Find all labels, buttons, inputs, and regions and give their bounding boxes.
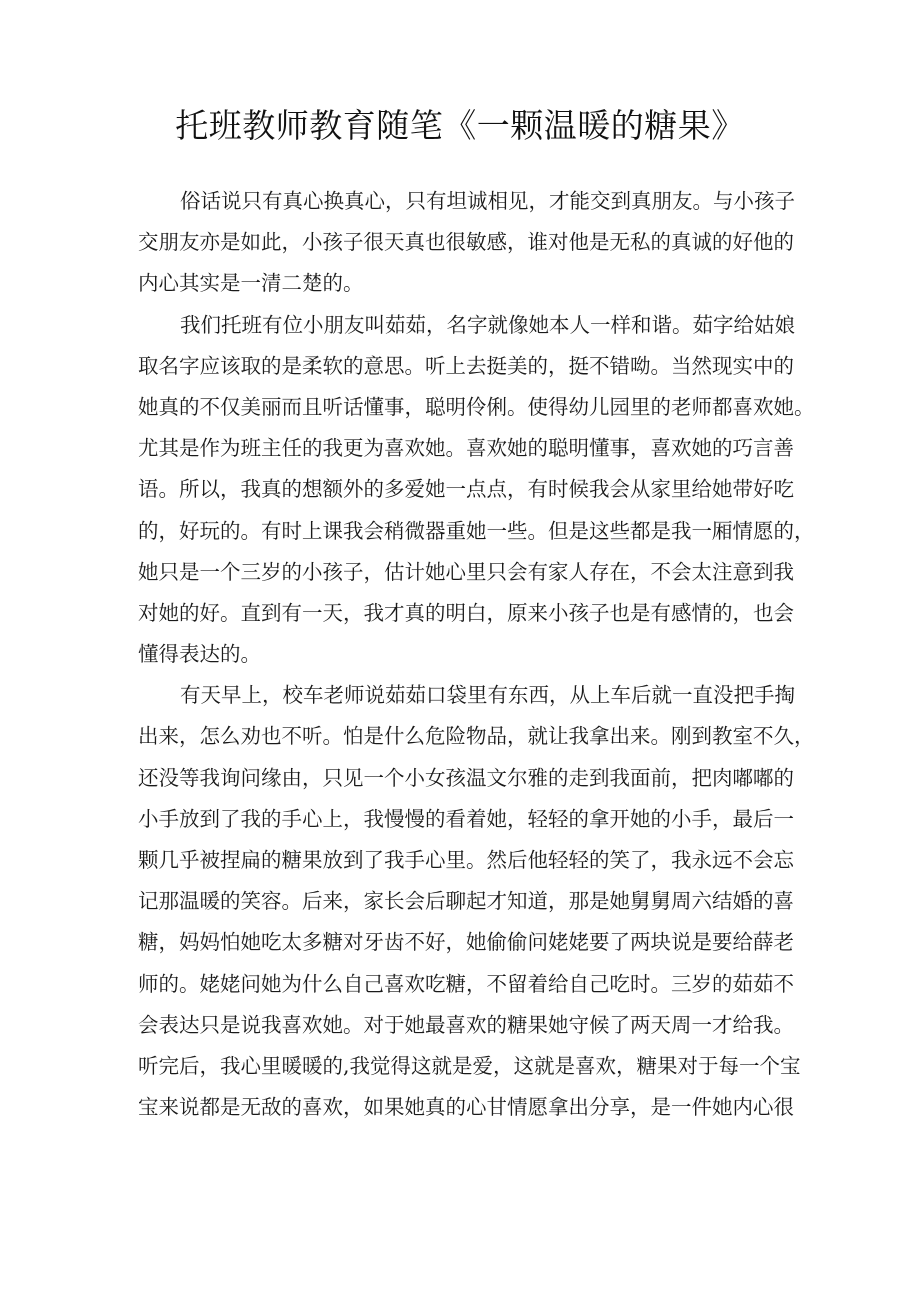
- paragraph-line: 她只是一个三岁的小孩子，估计她心里只会有家人存在，不会太注意到我: [138, 559, 794, 584]
- paragraph-line: 尤其是作为班主任的我更为喜欢她。喜欢她的聪明懂事，喜欢她的巧言善: [138, 436, 794, 461]
- paragraph-line: 会表达只是说我喜欢她。对于她最喜欢的糖果她守候了两天周一才给我。: [138, 1012, 794, 1037]
- paragraph-line: 出来，怎么劝也不听。怕是什么危险物品，就让我拿出来。刚到教室不久，: [138, 724, 815, 749]
- paragraph-line: 交朋友亦是如此，小孩子很天真也很敏感，谁对他是无私的真诚的好他的: [138, 230, 794, 255]
- paragraph-line: 内心其实是一清二楚的。: [138, 271, 364, 296]
- paragraph-line: 师的。姥姥问她为什么自己喜欢吃糖，不留着给自己吃时。三岁的茹茹不: [138, 971, 794, 996]
- paragraph-1: [138, 181, 795, 305]
- paragraph-line: 懂得表达的。: [138, 642, 261, 667]
- paragraph-line: 语。所以，我真的想额外的多爱她一点点，有时候我会从家里给她带好吃: [138, 477, 794, 502]
- paragraph-line: 颗几乎被捏扁的糖果放到了我手心里。然后他轻轻的笑了，我永远不会忘: [138, 848, 794, 872]
- document-title: 托班教师教育随笔《一颗温暖的糖果》: [175, 106, 745, 145]
- paragraph-line: 宝来说都是无敌的喜欢，如果她真的心甘情愿拿出分享，是一件她内心很: [138, 1095, 794, 1120]
- paragraph-3: [138, 675, 815, 1128]
- paragraph-line: 取名字应该取的是柔软的意思。听上去挺美的，挺不错呦。当然现实中的: [138, 353, 794, 378]
- paragraph-line: 有天早上，校车老师说茹茹口袋里有东西，从上车后就一直没把手掏: [180, 683, 795, 708]
- document-body: [138, 181, 815, 1128]
- paragraph-line: 小手放到了我的手心上，我慢慢的看着她，轻轻的拿开她的小手，最后一: [138, 806, 794, 831]
- paragraph-line: 我们托班有位小朋友叫茹茹，名字就像她本人一样和谐。茹字给姑娘: [180, 312, 795, 337]
- paragraph-line: 还没等我询问缘由，只见一个小女孩温文尔雅的走到我面前，把肉嘟嘟的: [138, 765, 794, 790]
- paragraph-line: 俗话说只有真心换真心，只有坦诚相见，才能交到真朋友。与小孩子: [180, 189, 795, 213]
- paragraph-line: 记那温暖的笑容。后来，家长会后聊起才知道，那是她舅舅周六结婚的喜: [138, 889, 794, 914]
- paragraph-line: 对她的好。直到有一天，我才真的明白，原来小孩子也是有感情的，也会: [138, 600, 794, 625]
- paragraph-line: 的，好玩的。有时上课我会稍微器重她一些。但是这些都是我一厢情愿的，: [138, 518, 815, 543]
- paragraph-line: 糖，妈妈怕她吃太多糖对牙齿不好，她偷偷问姥姥要了两块说是要给薛老: [138, 930, 794, 955]
- paragraph-2: [138, 305, 815, 676]
- paragraph-line: 她真的不仅美丽而且听话懂事，聪明伶俐。使得幼儿园里的老师都喜欢她。: [138, 394, 815, 419]
- paragraph-line: 听完后，我心里暖暖的,我觉得这就是爱，这就是喜欢，糖果对于每一个宝: [138, 1053, 801, 1078]
